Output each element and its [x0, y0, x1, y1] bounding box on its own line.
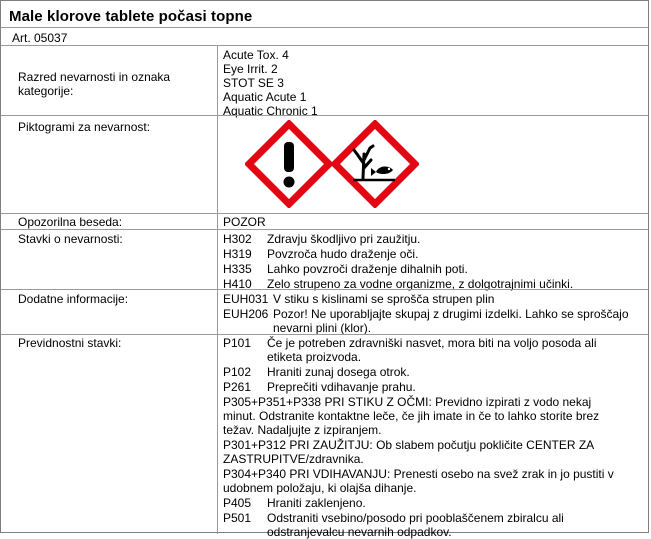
statement-text: Hraniti zaklenjeno.	[267, 496, 366, 510]
article-number: Art. 05037	[12, 31, 68, 45]
statement-text: Lahko povzroči draženje dihalnih poti.	[267, 262, 468, 276]
signal-word-value: POZOR	[223, 215, 266, 229]
statement-text: PRI ZAUŽITJU: Ob slabem počutju pokličite CENTER ZA ZASTRUPITVE/zdravnika.	[223, 438, 594, 466]
hazard-class-item: Aquatic Acute 1	[223, 90, 307, 104]
divider	[1, 334, 648, 335]
statement-text: Povzroča hudo draženje oči.	[267, 247, 419, 261]
hazard-statements-list	[223, 232, 643, 292]
precautionary-item	[223, 438, 627, 466]
statement-code: P501	[223, 511, 252, 525]
product-title: Male klorove tablete počasi topne	[9, 8, 253, 25]
statement-code: H335	[223, 262, 252, 276]
divider	[1, 115, 648, 116]
environment-pictogram-icon	[331, 120, 419, 208]
statement-text: Odstraniti vsebino/posodo pri pooblaščenem zbiralcu ali odstranjevalcu nevarnih odpadkov.	[267, 511, 564, 539]
statement-code: EUH031	[223, 292, 269, 306]
divider	[1, 45, 648, 46]
divider	[1, 213, 648, 214]
divider	[1, 27, 648, 28]
hazard-statements-label: Stavki o nevarnosti:	[18, 232, 123, 246]
statement-code: P305+P351+P338	[223, 395, 322, 409]
pictograms-label: Piktogrami za nevarnost:	[18, 120, 151, 134]
statement-text: Preprečiti vdihavanje prahu.	[267, 380, 416, 394]
precautionary-list	[223, 336, 627, 539]
statement-code: P261	[223, 380, 252, 394]
exclamation-mark-pictogram-icon	[245, 120, 333, 208]
column-divider	[217, 115, 218, 213]
divider	[1, 229, 648, 230]
statement-text: Pozor! Ne uporabljajte skupaj z drugimi izdelki. Lahko se sproščajo nevarni plini (klor).	[273, 307, 629, 335]
statement-text: PRI VDIHAVANJU: Prenesti osebo na svež zrak in jo pustiti v udobnem položaju, ki olajša dihanje.	[223, 467, 614, 495]
additional-info-item	[223, 307, 633, 335]
hazard-class-item: Eye Irrit. 2	[223, 62, 278, 76]
additional-info-item	[223, 292, 633, 306]
precautionary-label: Previdnostni stavki:	[18, 336, 122, 350]
statement-code: P101	[223, 336, 252, 350]
precautionary-item	[223, 336, 627, 364]
statement-code: P301+P312	[223, 438, 287, 452]
signal-word-label: Opozorilna beseda:	[18, 215, 123, 229]
divider	[1, 289, 648, 290]
statement-text: PRI STIKU Z OČMI: Previdno izpirati z vodo nekaj minut. Odstranite kontaktne leče, če jih imate in če to lahko storite brez težav. Nadaljujte z izpiranjem.	[223, 395, 600, 437]
hazard-statement	[223, 247, 643, 262]
hazard-statement	[223, 232, 643, 247]
precautionary-item	[223, 467, 627, 495]
column-divider	[217, 213, 218, 289]
column-divider	[217, 45, 218, 115]
column-divider	[217, 289, 218, 334]
precautionary-item	[223, 395, 627, 437]
statement-code: H410	[223, 277, 252, 291]
hazard-class-item: STOT SE 3	[223, 76, 284, 90]
additional-info-list	[223, 292, 633, 335]
statement-text: Če je potreben zdravniški nasvet, mora biti na voljo posoda ali etiketa proizvoda.	[267, 336, 597, 364]
hazard-class-item: Acute Tox. 4	[223, 48, 289, 62]
precautionary-item	[223, 365, 627, 379]
statement-code: P102	[223, 365, 252, 379]
hazard-class-values	[223, 48, 318, 118]
statement-code: H302	[223, 232, 252, 246]
statement-text: Hraniti zunaj dosega otrok.	[267, 365, 410, 379]
precautionary-item	[223, 496, 627, 510]
statement-code: H319	[223, 247, 252, 261]
additional-info-label: Dodatne informacije:	[18, 292, 129, 306]
hazard-statement	[223, 262, 643, 277]
statement-code: P304+P340	[223, 467, 287, 481]
statement-text: Zdravju škodljivo pri zaužitju.	[267, 232, 421, 246]
statement-code: P405	[223, 496, 252, 510]
statement-text: Zelo strupeno za vodne organizme, z dolgotrajnimi učinki.	[267, 277, 574, 291]
statement-text: V stiku s kislinami se sprošča strupen plin	[273, 292, 495, 306]
hazard-class-label: Razred nevarnosti in oznaka kategorije:	[18, 70, 171, 98]
precautionary-item	[223, 380, 627, 394]
statement-code: EUH206	[223, 307, 269, 321]
column-divider	[217, 334, 218, 534]
hazard-class-item: Aquatic Chronic 1	[223, 104, 318, 118]
